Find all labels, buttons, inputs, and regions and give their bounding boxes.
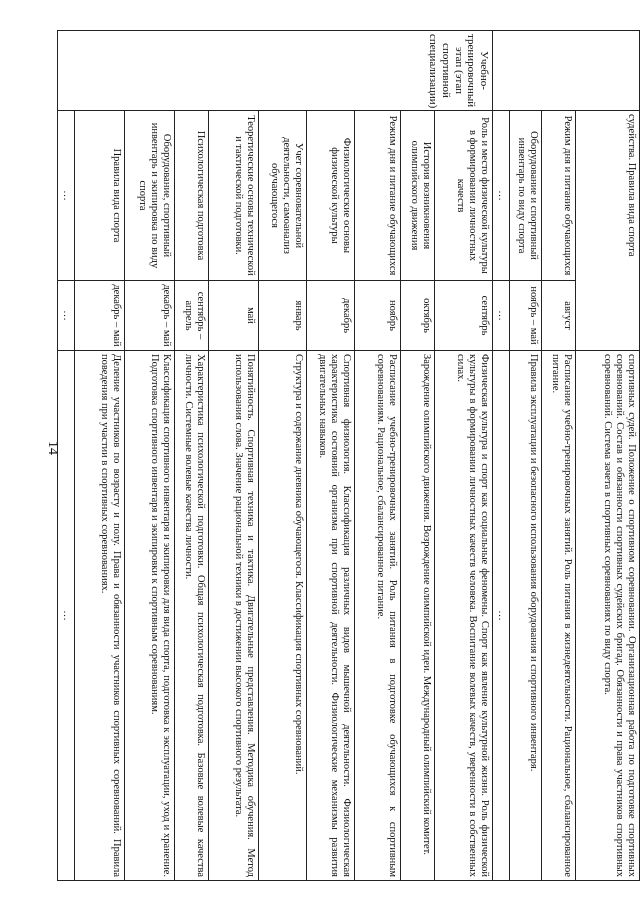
table-row [57, 31, 74, 881]
page-number: 14 [45, 441, 60, 455]
dates-cell: декабрь – май [74, 281, 124, 351]
content-cell: Структура и содержание дневника обучающегося. Классификация спортивных соревнований. [258, 351, 306, 881]
content-cell: Правила эксплуатации и безопасного использования оборудования и спортивного инвентаря. [510, 351, 542, 881]
table-row [576, 31, 640, 881]
content-cell: Расписание учебно-тренировочных занятий. Роль питания в жизнедеятельности. Рациональное, сбалансированное питание. [542, 351, 576, 881]
content-cell: спортивных судей. Положение о спортивном соревновании. Организационная работа по подготовке спортивных соревнований. Состав и обязанности спортивных судейских бригад. Обязанности и права участников спортивных соревнований. Система зачета в спортивных соревнованиях по виду спорта. [576, 351, 640, 881]
theme-cell: Режим дня и питание обучающихся [354, 111, 400, 281]
dates-cell: ноябрь [354, 281, 400, 351]
theme-cell: Оборудование и спортивный инвентарь по виду спорта [510, 111, 542, 281]
theme-cell: Роль и место физической культуры в формировании личностных качеств [434, 111, 492, 281]
table-row [510, 31, 542, 881]
table-row [74, 31, 124, 881]
table-row [174, 31, 208, 881]
theory-plan-table [57, 30, 640, 881]
theme-cell: судейства. Правила вида спорта [576, 111, 640, 351]
theme-cell: Физиологические основы физической культуры [306, 111, 354, 281]
table-row [400, 31, 434, 881]
table-row [208, 31, 258, 881]
dates-cell: декабрь [306, 281, 354, 351]
content-cell: Деление участников по возрасту и полу. Права и обязанности участников спортивных соревнований. Правила поведения при участии в спортивных соревнованиях. [74, 351, 124, 881]
content-cell: … [57, 351, 74, 881]
stage-cell: Учебно-тренировочный этап (этап спортивной специализации) [57, 31, 492, 111]
theme-cell: … [57, 111, 74, 281]
theme-cell: Режим дня и питание обучающихся [542, 111, 576, 281]
table-row [492, 31, 509, 881]
table-row [542, 31, 576, 881]
table-row [434, 31, 492, 881]
table-row [306, 31, 354, 881]
content-cell: Зарождение олимпийского движения. Возрождение олимпийской идеи. Международный олимпийский комитет. [400, 351, 434, 881]
theme-cell: Учет соревновательной деятельности, самоанализ обучающегося [258, 111, 306, 281]
dates-cell: май [208, 281, 258, 351]
content-cell: … [492, 351, 509, 881]
theme-cell: Правила вида спорта [74, 111, 124, 281]
content-cell: Понятийность. Спортивная техника и тактика. Двигательные представления. Методика обучения. Метод использования слова. Значение рациональной техники в достижении высокого спортивного результата. [208, 351, 258, 881]
dates-cell: … [57, 281, 74, 351]
dates-cell: август [542, 281, 576, 351]
stage-cell-empty [492, 31, 639, 111]
content-cell: Классификация спортивного инвентаря и экипировки для вида спорта, подготовка к эксплуатации, уход и хранение. Подготовка спортивного инвентаря и экипировки к спортивным соревнованиям. [124, 351, 174, 881]
theme-cell: Оборудование, спортивный инвентарь и экипировка по виду спорта [124, 111, 174, 281]
theme-cell: История возникновения олимпийского движения [400, 111, 434, 281]
dates-cell: сентябрь [434, 281, 492, 351]
content-cell: Расписание учебно-тренировочных занятий. Роль питания в подготовке обучающихся к спортивным соревнованиям. Рациональное, сбалансированное питание. [354, 351, 400, 881]
content-cell: Физическая культура и спорт как социальные феномены. Спорт как явление культурной жизни. Роль физической культуры в формировании личностных качеств человека. Воспитание волевых качеств, уверенности в собственных силах. [434, 351, 492, 881]
dates-cell: сентябрь – апрель [174, 281, 208, 351]
table-row [354, 31, 400, 881]
dates-cell: … [492, 281, 509, 351]
table-row [124, 31, 174, 881]
dates-cell: ноябрь – май [510, 281, 542, 351]
dates-cell: октябрь [400, 281, 434, 351]
theme-cell: … [492, 111, 509, 281]
dates-cell: январь [258, 281, 306, 351]
theme-cell: Теоретические основы технической и тактической подготовки. [208, 111, 258, 281]
content-cell: Спортивная физиология. Классификация различных видов мышечной деятельности. Физиологическая характеристика состояний организма при спортивной деятельности. Физиологические механизмы развития двигательных навыков. [306, 351, 354, 881]
rotated-table-sheet [60, 30, 640, 880]
content-cell: Характеристика психологической подготовки. Общая психологическая подготовка. Базовые волевые качества личности. Системные волевые качества личности. [174, 351, 208, 881]
theme-cell: Психологическая подготовка [174, 111, 208, 281]
dates-cell: декабрь – май [124, 281, 174, 351]
table-row [258, 31, 306, 881]
